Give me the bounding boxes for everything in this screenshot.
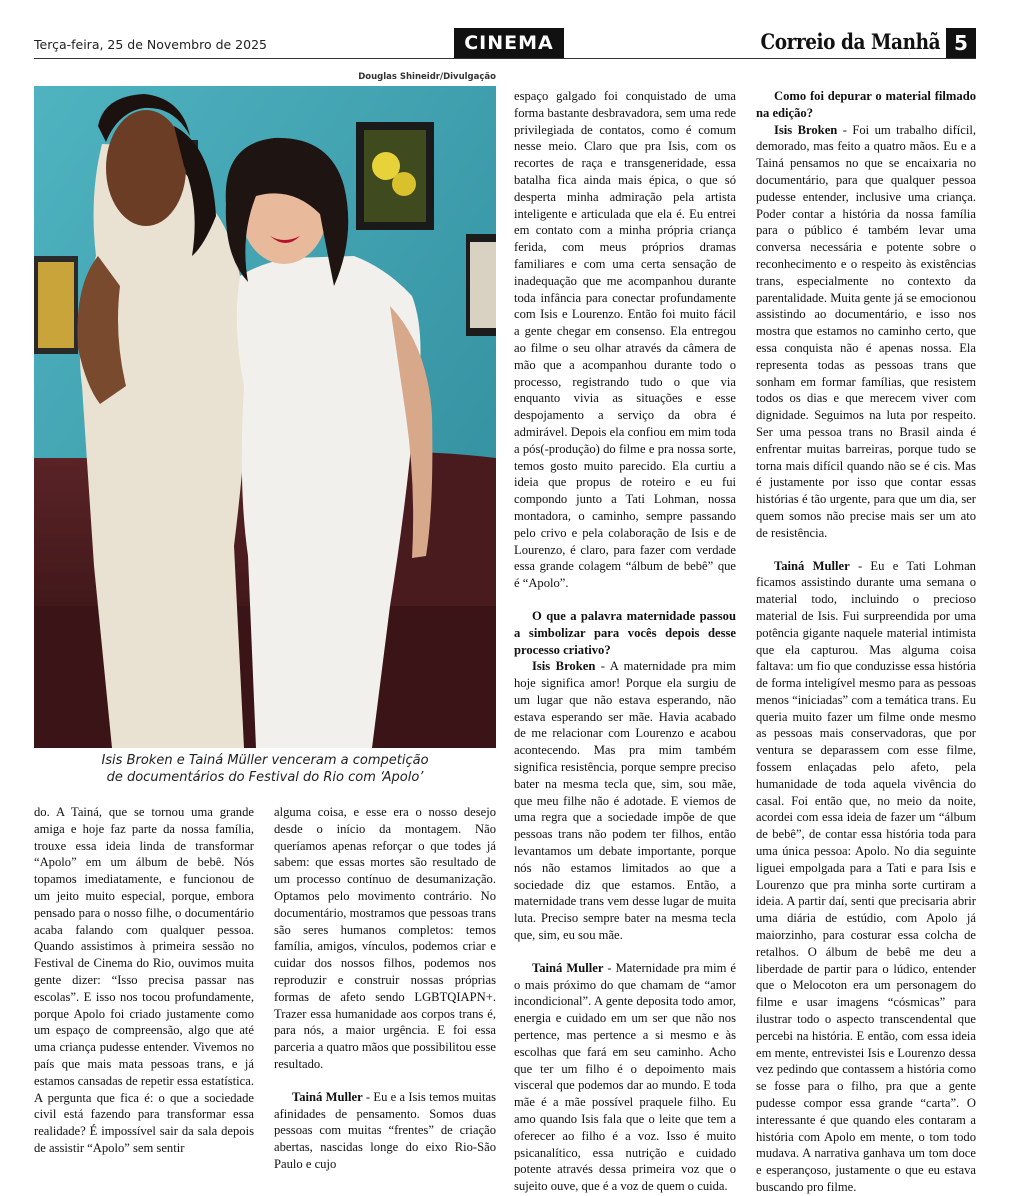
page-header (34, 28, 976, 58)
article-column-3 (514, 88, 736, 1195)
interview-question: O que a palavra maternidade passou a simbolizar para vocês depois desse processo criativo? (514, 608, 736, 657)
article-paragraph: alguma coisa, e esse era o nosso desejo desde o início da montagem. Não queríamos apenas reforçar o que todes já sabem: que essas mortes são resultado de um processo contínuo de desumanização. Optamos pelo movimento contrário. No documentário, mostramos que pessoas trans são seres humanos completos: temos família, amigos, vínculos, podemos criar e cuidar dos nossos filhos, podemos nos reproduzir e construir nossas próprias formas de afeto sendo LGBTQIAPN+. Trazer essa humanidade aos corpos trans é, para nós, a maior urgência. E foi essa parceria a quatro mãos que possibilitou esse resultado. (274, 805, 496, 1071)
answer-paragraph (756, 558, 976, 1196)
answer-paragraph (514, 960, 736, 1195)
answer-text: - Maternidade pra mim é o mais próximo do que chamam de “amor incondicional”. A gente deposita todo amor, energia e cuidado em um ser que não nos pertence, mas pertence a si mesmo e às escolhas que fará em seu caminho. Acho que ter um filho é o depoimento mais visceral que podemos dar ao mundo. E toda mãe é a mãe possível praquele filho. Eu amo quando Isis fala que o leite que tem a oferecer ao filho é a voz. Isso é muito psicanalítico, essa nutrição e cuidado potente através dessa primeira voz que o sujeito ouve, que é a voz de quem o cuida. (514, 960, 736, 1194)
speaker-name: Tainá Muller (292, 1089, 363, 1104)
answer-paragraph (756, 122, 976, 542)
issue-date: Terça-feira, 25 de Novembro de 2025 (34, 37, 267, 52)
speaker-name: Isis Broken (532, 659, 596, 674)
article-photo (34, 86, 496, 748)
photo-illustration (34, 86, 496, 748)
speaker-name: Tainá Muller (774, 558, 850, 573)
section-label: CINEMA (454, 28, 564, 58)
article-paragraph: do. A Tainá, que se tornou uma grande amiga e hoje faz parte da nossa família, trouxe essa ideia linda de transformar “Apolo” em um álbum de bebê. Nós topamos imediatamente, e funcionou de um jeito muito especial, porque, embora pensado para o nosso filhe, o documentário acaba falando com qualquer pessoa. Quando assistimos à primeira sessão no Festival de Cinema do Rio, ouvimos muita gente dizer: “Isso precisa passar nas escolas”. E isso nos tocou profundamente, porque Apolo foi criado justamente como um espaço de compreensão, algo que até uma criança pudesse entender. Vivemos no país que mais mata pessoas trans, e já estamos cansadas de repetir essa estatística. A pergunta que fica é: o que a sociedade civil está fazendo para transformar essa realidade? É impossível sair da sala depois de assistir “Apolo” sem sentir (34, 805, 254, 1155)
caption-line-2: de documentários do Festival do Rio com ‘Apolo’ (106, 770, 424, 785)
speaker-name: Tainá Muller (532, 960, 604, 975)
answer-paragraph (514, 658, 736, 944)
answer-paragraph (274, 1089, 496, 1173)
caption-line-1: Isis Broken e Tainá Müller venceram a competição (101, 753, 429, 768)
page-number: 5 (946, 28, 976, 58)
photo-credit: Douglas Shineidr/Divulgação (358, 72, 496, 82)
article-column-2 (274, 804, 496, 1173)
interview-question: Como foi depurar o material filmado na edição? (756, 89, 976, 120)
answer-text: - Foi um trabalho difícil, demorado, mas feito a quatro mãos. Eu e a Tainá pensamos no que se encaixaria no documentário, para que qualquer pessoa pudesse entender, inclusive uma criança. Poder contar a história da nossa família para o público é também levar uma conversa necessária e potente sobre o reconhecimento e o respeito às existências trans, especialmente no contexto da parentalidade. Muita gente já se emocionou assistindo ao documentário, e isso nos mostra que estamos no caminho certo, que essa conquista não é apenas nossa. Ela representa todas as pessoas trans que sonham em formar famílias, que resistem todos os dias e que merecem viver com dignidade. Seguimos na luta por respeito. Ser uma pessoa trans no Brasil ainda é enfrentar muitas barreiras, porque tudo se torna mais difícil quando não se é cis. Mas é justamente por isso que contar essas histórias é tão urgente, para que um dia, ser quem somos não precise mais ser um ato de resistência. (756, 122, 976, 540)
newspaper-masthead: Correio da Manhã (760, 29, 940, 54)
speaker-name: Isis Broken (774, 122, 838, 137)
article-column-1 (34, 804, 254, 1157)
header-rule (34, 58, 976, 59)
answer-text: - A maternidade pra mim hoje significa amor! Porque ela surgiu de um lugar que não estava esperando, não estava esperando ser mãe. Havia acabado de me relacionar com Lourenzo e acabou acontecendo. Mas pra mim também significa resistência, porque sempre preciso bater na mesma tecla que, sim, sou mãe, que meu filhe não é adotade. E viemos de uma regra que a sociedade impõe de que pessoas trans não podem ter filhos, então levantamos um debate importante, porque nós não estamos limitados ao que a sociedade diz que estamos. Então, a maternidade trans vem desse lugar de muita luta. Preciso sempre bater na mesma tecla que, sim, eu sou mãe. (514, 659, 736, 943)
answer-text: - Eu e Tati Lohman ficamos assistindo durante uma semana o material todo, incluindo o precioso material de Isis. Fui surpreendida por uma potência gigante naquele material intimista que ela capturou. Mas alguma coisa faltava: um fio que conduzisse essa história de forma inteligível mesmo para as pessoas menos “iniciadas” com a temática trans. Eu queria muito fazer um filme onde mesmo as pessoas mais conservadoras, que por ventura se deparassem com esse filme, fossem enlaçadas pelo afeto, pela humanidade de toda aquela vivência do casal. Foi então que, no meio da noite, acordei com essa ideia de fazer um “álbum de bebê”, de contar essa história toda para uma única pessoa: Apolo. No dia seguinte liguei empolgada para a Tati e para Isis e Lourenzo que pra minha sorte curtiram a ideia. A partir daí, senti que precisaria abrir uma diária de estúdio, com Apolo já maiorzinho, para costurar essa colcha de retalhos. O álbum de bebê me deu a liberdade de partir para o lúdico, entender que o Melocoton era um personagem do filme e usar imagens “cósmicas” para ilustrar todo o aspecto transcendental que percebi na história. E então, com essa ideia em mente, entrevistei Isis e Lourenzo dessa vez pedindo que contassem a história como se fosse para o filho, pra que a gente pudesse compor essa grande “carta”. O interessante é que quando eles contaram a história com Apolo em mente, o tom todo mudava. A narrativa ganhava um tom doce e esperançoso, justamente o que eu estava buscando pro filme. (756, 558, 976, 1194)
article-column-4 (756, 88, 976, 1196)
answer-text: - Eu e a Isis temos muitas afinidades de pensamento. Somos duas pessoas com muitas “frentes” de criação abertas, nascidas longe do eixo Rio-São Paulo e cujo (274, 1089, 496, 1171)
photo-caption (34, 752, 496, 786)
article-paragraph: espaço galgado foi conquistado de uma forma bastante desbravadora, sem uma rede privilegiada de contatos, como é comum nesse meio. Claro que pra Isis, com os recortes de raça e transgeneridade, essa batalha fica ainda mais épica, o que só desperta minha admiração pela artista inteligente e articulada que ela é. Eu entrei em contato com a minha própria criança ferida, com meus próprios dramas familiares e com uma certa sensação de inadequação que me acompanhou durante toda infância para conectar profundamente com Isis e Lourenzo. Então foi muito fácil a gente chegar em consenso. Ela entregou ao filme o seu olhar através da câmera de mão que a acompanhou durante todo o processo, registrando tudo o que via enquanto vivia as situações e esse despojamento a serviço da obra é admirável. Depois ela confiou em mim toda a pós(-produção) do filme e pra nossa sorte, temos gosto muito parecido. Ela curtiu a ideia que propus de roteiro e eu fui compondo junto a Tati Lohman, nossa montadora, o caminho, sempre passando pelo crivo e pela colaboração de Isis e de Lourenzo, é claro, para fazer com verdade essa grande colagem “álbum de bebê” que é “Apolo”. (514, 89, 736, 591)
